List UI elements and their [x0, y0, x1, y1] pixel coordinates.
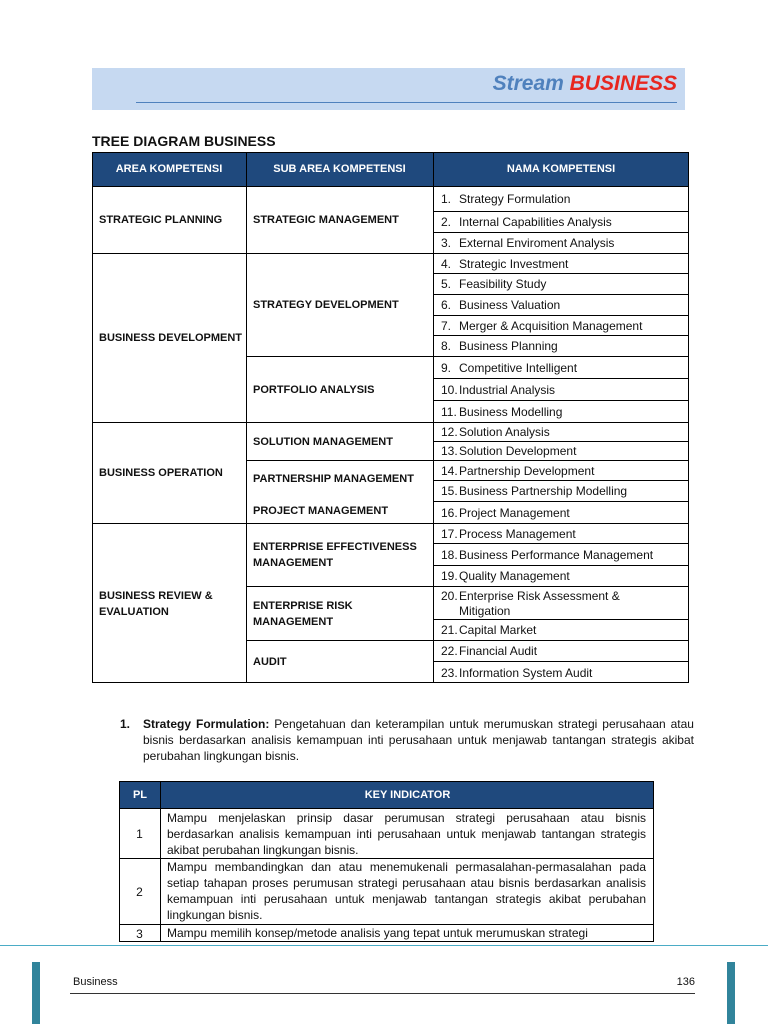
- competency-row: [433, 357, 689, 378]
- competency-name: Merger & Acquisition Management: [459, 318, 643, 333]
- table-border: [119, 781, 654, 782]
- competency-row: [433, 316, 689, 335]
- table-border: [92, 422, 689, 423]
- competency-row: [433, 212, 689, 232]
- competency-name: Solution Development: [459, 444, 577, 458]
- footer-section-label: Business: [73, 976, 118, 988]
- header-pl: PL: [119, 781, 161, 808]
- competency-name: Internal Capabilities Analysis: [459, 215, 612, 229]
- competency-name: Process Management: [459, 526, 576, 541]
- sub-area-cell: PROJECT MANAGEMENT: [253, 505, 389, 517]
- competency-name: Financial Audit: [459, 644, 538, 658]
- competency-row: [433, 423, 689, 441]
- competency-row: [433, 662, 689, 683]
- sub-area-cell: ENTERPRISE EFFECTIVENESS MANAGEMENT: [253, 541, 417, 569]
- table-border: [92, 253, 689, 254]
- area-cell: BUSINESS REVIEW & EVALUATION: [99, 589, 213, 618]
- table-border: [433, 315, 689, 316]
- competency-name: Information System Audit: [459, 665, 593, 680]
- competency-name: Project Management: [459, 505, 570, 520]
- key-indicator-cell: Mampu menjelaskan prinsip dasar perumusan strategi perusahaan atau bisnis berdasarkan analisis kemampuan inti perusahaan untuk menjawab tantangan strategis akibat perubahan lingkungan bisnis.: [167, 811, 646, 857]
- definition-text: [143, 716, 694, 764]
- table-border: [119, 924, 654, 925]
- competency-name: Strategic Investment: [459, 256, 569, 271]
- area-cell: BUSINESS DEVELOPMENT: [99, 332, 243, 344]
- table-border: [246, 640, 689, 641]
- competency-number: 17.: [441, 526, 458, 541]
- competency-row: [433, 274, 689, 294]
- competency-row: [433, 544, 689, 565]
- competency-number: 12.: [441, 425, 458, 439]
- table-border: [433, 211, 689, 212]
- footer-right-accent-bar: [727, 962, 735, 1024]
- area-cell: STRATEGIC PLANNING: [99, 214, 223, 226]
- competency-name: Capital Market: [459, 623, 537, 637]
- competency-number: 9.: [441, 360, 452, 375]
- table-border: [653, 781, 654, 942]
- competency-row: [433, 401, 689, 422]
- key-indicator-cell: Mampu membandingkan dan atau menemukenali permasalahan-permasalahan pada setiap tahapan proses perumusan strategi perusahaan atau bisnis berdasarkan analisis kemampuan inti perusahaan untuk menjawab tantangan strategis akibat perubahan lingkungan bisnis.: [167, 860, 646, 922]
- table-border: [433, 378, 689, 379]
- key-indicator-cell: Mampu memilih konsep/metode analisis yang tepat untuk merumuskan strategi: [167, 926, 588, 940]
- competency-row: [433, 566, 689, 586]
- definition-body: Pengetahuan dan keterampilan untuk merumuskan strategi perusahaan atau bisnis berdasarkan analisis kemampuan inti perusahaan untuk menjawab tantangan strategis akibat perubahan lingkungan bisnis.: [143, 717, 694, 763]
- sub-area-cell: SOLUTION MANAGEMENT: [253, 435, 393, 448]
- table-border: [92, 186, 689, 187]
- competency-number: 1.: [441, 192, 452, 206]
- table-border: [433, 565, 689, 566]
- sub-area-cell: AUDIT: [253, 656, 287, 668]
- competency-number: 13.: [441, 444, 458, 458]
- section-title: TREE DIAGRAM BUSINESS: [92, 133, 276, 149]
- competency-number: 22.: [441, 644, 458, 658]
- pl-cell: 2: [136, 884, 143, 899]
- pl-cell: 3: [136, 926, 143, 941]
- competency-number: 11.: [441, 404, 457, 419]
- competency-number: 21.: [441, 623, 458, 637]
- area-cell: BUSINESS OPERATION: [99, 467, 223, 479]
- table-border: [433, 273, 689, 274]
- table-border: [433, 480, 689, 481]
- competency-number: 4.: [441, 256, 452, 271]
- banner-title-business: BUSINESS: [569, 72, 677, 95]
- competency-number: 8.: [441, 339, 452, 353]
- pl-cell: 1: [136, 826, 143, 841]
- competency-number: 7.: [441, 318, 452, 333]
- key-indicator-table: [119, 781, 654, 942]
- competency-name: Partnership Development: [459, 463, 595, 478]
- competency-row: [433, 641, 689, 661]
- sub-area-cell: STRATEGIC MANAGEMENT: [253, 214, 399, 226]
- competency-row: [433, 295, 689, 315]
- competency-row: [433, 620, 689, 640]
- sub-area-cell: ENTERPRISE RISK MANAGEMENT: [253, 599, 353, 628]
- competency-name: Competitive Intelligent: [459, 360, 578, 375]
- sub-area-cell: PARTNERSHIP MANAGEMENT: [253, 473, 414, 485]
- competency-name: Feasibility Study: [459, 277, 547, 291]
- footer-rule: [70, 993, 695, 994]
- table-border: [119, 941, 654, 942]
- competency-name: Industrial Analysis: [459, 382, 556, 397]
- definition-number: 1.: [120, 717, 131, 731]
- competency-row: [433, 587, 689, 619]
- competency-number: 15.: [441, 484, 458, 498]
- competency-row: [433, 233, 689, 253]
- header-nama-kompetensi: NAMA KOMPETENSI: [433, 152, 689, 186]
- competency-number: 3.: [441, 236, 452, 250]
- competency-row: [433, 524, 689, 543]
- competency-row: [433, 254, 689, 273]
- competency-number: 6.: [441, 298, 452, 312]
- banner-title: [493, 72, 677, 96]
- header-sub-area-kompetensi: SUB AREA KOMPETENSI: [246, 152, 433, 186]
- page-number: 136: [676, 976, 695, 988]
- table-border: [119, 808, 654, 809]
- sub-area-cell: STRATEGY DEVELOPMENT: [253, 299, 399, 311]
- banner-underline: [136, 102, 677, 103]
- table-border: [92, 152, 689, 153]
- table-border: [246, 356, 689, 357]
- table-border: [160, 781, 161, 942]
- competency-name: Business Planning: [459, 339, 558, 353]
- tree-diagram-table: [92, 152, 689, 683]
- competency-row: [433, 481, 689, 501]
- table-border: [119, 858, 654, 859]
- table-border: [433, 294, 689, 295]
- competency-name: Business Performance Management: [459, 547, 654, 562]
- footer-separator: [0, 945, 768, 946]
- sub-area-cell: PORTFOLIO ANALYSIS: [253, 383, 375, 396]
- competency-row: [433, 336, 689, 356]
- competency-number: 16.: [441, 505, 458, 520]
- table-border: [246, 152, 247, 683]
- banner-title-stream: Stream: [492, 72, 564, 95]
- table-border: [433, 441, 689, 442]
- header-area-kompetensi: AREA KOMPETENSI: [92, 152, 246, 186]
- definition-term: Strategy Formulation:: [143, 717, 270, 731]
- competency-name: Solution Analysis: [459, 425, 550, 439]
- competency-number: 19.: [441, 569, 458, 583]
- competency-name: External Enviroment Analysis: [459, 236, 615, 250]
- competency-number: 5.: [441, 277, 452, 291]
- table-border: [92, 523, 689, 524]
- definition-paragraph: [120, 716, 694, 764]
- competency-row: [433, 379, 689, 400]
- competency-row: [433, 442, 689, 460]
- table-border: [246, 586, 689, 587]
- table-border: [433, 619, 689, 620]
- table-border: [246, 460, 689, 461]
- competency-number: 2.: [441, 215, 452, 229]
- table-border: [433, 400, 689, 401]
- table-border: [433, 543, 689, 544]
- competency-number: 20.: [441, 589, 458, 603]
- competency-number: 14.: [441, 463, 458, 478]
- footer-left-accent-bar: [32, 962, 40, 1024]
- table-border: [433, 232, 689, 233]
- competency-name: Quality Management: [459, 569, 570, 583]
- competency-row: [433, 461, 689, 480]
- table-border: [119, 781, 120, 942]
- competency-number: 18.: [441, 547, 458, 562]
- competency-number: 10.: [441, 382, 458, 397]
- competency-row: [433, 502, 689, 523]
- header-key-indicator: KEY INDICATOR: [161, 781, 654, 808]
- competency-row: [433, 187, 689, 211]
- table-border: [92, 152, 93, 683]
- competency-name: Business Partnership Modelling: [459, 484, 628, 498]
- competency-name: Strategy Formulation: [459, 192, 571, 206]
- table-border: [433, 501, 689, 502]
- competency-name: Enterprise Risk Assessment & Mitigation: [459, 589, 620, 618]
- table-border: [433, 661, 689, 662]
- competency-number: 23.: [441, 665, 458, 680]
- competency-name: Business Valuation: [459, 298, 561, 312]
- competency-name: Business Modelling: [459, 404, 563, 419]
- table-border: [433, 335, 689, 336]
- table-border: [92, 682, 689, 683]
- stream-banner: [92, 68, 685, 110]
